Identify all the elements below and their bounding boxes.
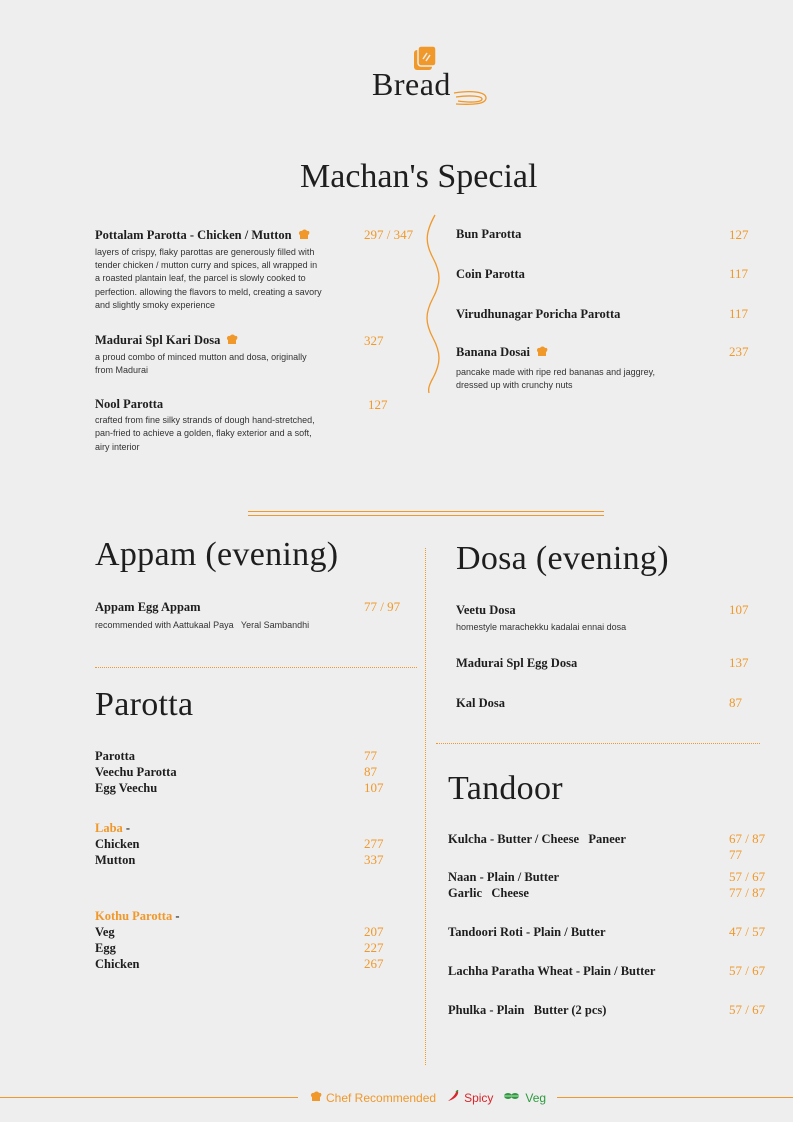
item-price: 297 / 347 [364, 227, 414, 242]
appam-title: Appam (evening) [95, 536, 339, 573]
footer-line-right [557, 1097, 793, 1098]
tandoor-title: Tandoor [448, 770, 563, 807]
item-name: Chicken [95, 957, 140, 971]
item-name: Appam Egg Appam [95, 600, 201, 614]
item-price: 57 / 67 [729, 869, 766, 884]
item-desc-line: dressed up with crunchy nuts [456, 379, 573, 390]
item-price: 137 [729, 655, 749, 670]
item-desc-line: from Madurai [95, 364, 149, 375]
chili-icon [446, 1090, 460, 1105]
menu-item [95, 397, 395, 454]
item-desc-line: pancake made with ripe red bananas and jaggrey, [456, 366, 655, 377]
legend [310, 1090, 546, 1105]
item-name: Veetu Dosa [456, 603, 516, 617]
item-name: Veg [95, 925, 115, 939]
kothu-dash: - [175, 909, 180, 923]
item-desc-line: layers of crispy, flaky parottas are generously filled with [95, 246, 315, 257]
item-name: Tandoori Roti - Plain / Butter [448, 925, 606, 939]
wavy-divider [425, 213, 441, 395]
item-desc-line: and slightly smoky experience [95, 299, 216, 310]
item-name: Phulka - Plain Butter (2 pcs) [448, 1003, 607, 1017]
laba-heading [95, 821, 130, 836]
item-price: 47 / 57 [729, 924, 766, 939]
title-swirl [452, 80, 492, 110]
item-name: Kal Dosa [456, 696, 505, 710]
item-price: 117 [729, 306, 749, 321]
item-name: Chicken [95, 837, 140, 851]
leaf-icon [503, 1090, 521, 1105]
item-price: 77 / 87 [729, 885, 766, 900]
machans-special-title: Machan's Special [300, 158, 538, 195]
item-name: Mutton [95, 853, 136, 867]
item-price: 57 / 67 [729, 1002, 766, 1017]
section-divider [436, 743, 760, 744]
legend-chef-label: Chef Recommended [326, 1090, 437, 1105]
item-name: Pottalam Parotta - Chicken / Mutton [95, 228, 292, 242]
item-desc-line: airy interior [95, 441, 140, 452]
page-title: Bread [372, 66, 451, 102]
legend-spicy-label: Spicy [464, 1090, 494, 1105]
chef-hat-icon [226, 334, 238, 349]
section-divider [248, 511, 604, 512]
item-price: 77 [729, 847, 742, 862]
chef-hat-icon [298, 229, 310, 244]
item-name: Veechu Parotta [95, 765, 177, 779]
item-price: 277 [364, 836, 384, 851]
item-desc-line: a proud combo of minced mutton and dosa, originally [95, 351, 307, 362]
item-price: 117 [729, 266, 749, 281]
menu-item [95, 333, 395, 377]
item-price: 237 [729, 344, 749, 359]
item-name: Kulcha - Butter / Cheese Paneer [448, 832, 626, 846]
item-name: Bun Parotta [456, 227, 522, 241]
legend-veg-label: Veg [525, 1090, 547, 1105]
item-desc-line: pan-fried to achieve a golden, flaky exterior and a soft, [95, 428, 312, 439]
footer-line-left [0, 1097, 298, 1098]
item-name: Lachha Paratha Wheat - Plain / Butter [448, 964, 656, 978]
item-name: Madurai Spl Kari Dosa [95, 333, 221, 347]
dosa-title: Dosa (evening) [456, 540, 669, 577]
item-price: 267 [364, 956, 384, 971]
item-name: Egg Veechu [95, 781, 158, 795]
parotta-title: Parotta [95, 686, 194, 723]
item-name: Egg [95, 941, 116, 955]
item-name: Banana Dosai [456, 345, 530, 359]
column-divider [425, 548, 426, 1065]
item-price: 337 [364, 852, 384, 867]
chef-hat-icon [310, 1091, 322, 1105]
item-name: Virudhunagar Poricha Parotta [456, 307, 621, 321]
section-divider [95, 667, 417, 668]
item-price: 87 [364, 764, 377, 779]
item-name: Naan - Plain / Butter [448, 870, 560, 884]
item-price: 227 [364, 940, 384, 955]
item-price: 107 [364, 780, 384, 795]
item-price: 87 [729, 695, 742, 710]
item-name: Coin Parotta [456, 267, 525, 281]
item-desc-line: tender chicken / mutton curry and spices, all wrapped in [95, 259, 318, 270]
item-price: 327 [364, 333, 384, 348]
kothu-heading [95, 909, 180, 924]
laba-dash: - [125, 821, 131, 835]
laba-label: Laba [95, 821, 123, 835]
item-price: 77 [364, 748, 377, 763]
item-price: 207 [364, 924, 384, 939]
item-price: 67 / 87 [729, 831, 766, 846]
item-desc-line: crafted from fine silky strands of dough hand-stretched, [95, 415, 315, 425]
item-name: Garlic Cheese [448, 886, 529, 900]
item-price: 107 [729, 602, 749, 617]
item-name: Madurai Spl Egg Dosa [456, 656, 578, 670]
item-price: 57 / 67 [729, 963, 766, 978]
menu-item [456, 345, 716, 392]
item-desc: recommended with Aattukaal Paya Yeral Sambandhi [95, 620, 310, 630]
item-name: Nool Parotta [95, 397, 164, 411]
kothu-label: Kothu Parotta [95, 909, 173, 923]
section-divider [248, 515, 604, 516]
item-price: 127 [368, 397, 388, 412]
item-desc: homestyle marachekku kadalai ennai dosa [456, 622, 627, 632]
item-name: Parotta [95, 749, 136, 763]
item-desc-line: a roasted plantain leaf, the parcel is slowly cooked to [95, 273, 306, 284]
item-price: 127 [729, 227, 749, 242]
item-price: 77 / 97 [364, 599, 401, 614]
item-desc-line: perfection. allowing the flavors to meld, creating a savory [95, 286, 322, 297]
chef-hat-icon [536, 346, 548, 361]
